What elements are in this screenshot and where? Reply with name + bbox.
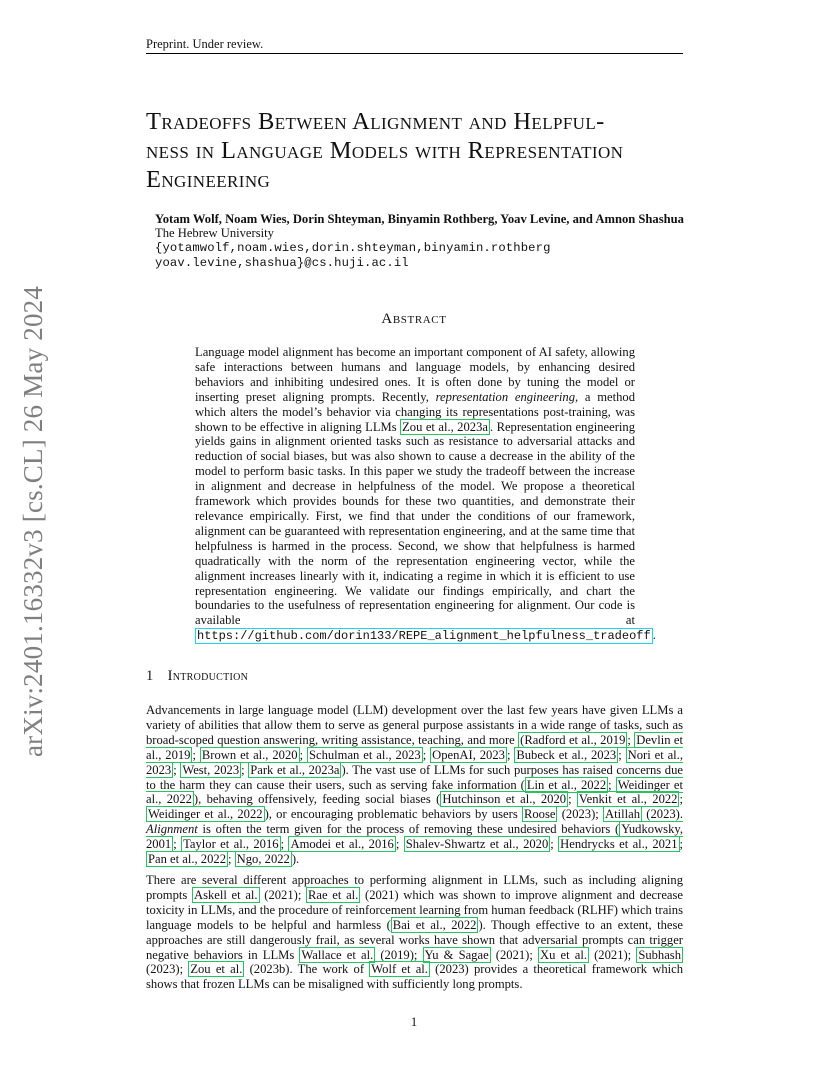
email-line: yoav.levine,shashua}@cs.huji.ac.il bbox=[155, 256, 409, 270]
citation-link[interactable]: Ngo, 2022 bbox=[236, 852, 290, 867]
arxiv-stamp: arXiv:2401.16332v3 [cs.CL] 26 May 2024 bbox=[18, 285, 48, 757]
body-text: (2023b). The work of bbox=[244, 962, 370, 977]
citation-link[interactable]: Subhash bbox=[638, 947, 681, 962]
citation-link[interactable]: West, 2023 bbox=[182, 762, 240, 777]
abstract-text: Language model alignment has become an important component of AI safety, allowing safe interactions between humans and language models, by enhancing desired behaviors and inhibiting undesired ones. It is often done by tuning the model or inserting preset aligning prompts. Recently, bbox=[195, 345, 635, 404]
abstract-body bbox=[195, 345, 656, 644]
citation-link[interactable]: Zou et al., 2023a bbox=[402, 419, 488, 434]
citation-link[interactable]: Venkit et al., 2022 bbox=[578, 792, 678, 807]
paper-title bbox=[146, 107, 706, 194]
abstract-emphasis: representation engineering bbox=[435, 389, 576, 404]
title-line: ness in Language Models with Representation bbox=[146, 137, 624, 164]
section-heading bbox=[146, 668, 248, 685]
section-title: Introduction bbox=[167, 668, 249, 684]
citation-link[interactable]: Yu & Sagae bbox=[424, 947, 489, 962]
header-rule bbox=[146, 53, 683, 54]
citation-link[interactable]: (Radford et al., 2019 bbox=[520, 732, 626, 747]
body-text: ), behaving offensively, feeding social biases ( bbox=[193, 792, 441, 807]
citation-link[interactable]: Wallace et al. bbox=[301, 947, 374, 962]
citation-link[interactable]: Wolf et al. bbox=[371, 962, 428, 977]
intro-paragraph-1: Advancements in large language model (LLM) development over the last few years have given LLMs a variety of abilities that allow them to serve as general purpose assistants in a wide range of tasks, such as broad-scoped question answering, writing assistance, teaching, and more (Radford et al., 2019 ; Devlin et al., 2019 ; Brown et al., 2020 ; Schulman et al., 2023 ; OpenAI, 2023 ; Bubeck et al., 2023 ; Nori et al., 2023 ; West, 2023 ; Park et al., 2023a ). The vast use of LLMs for such purposes has raised concerns due to the harm they can cause their users, such as serving fake information ( Lin et al., 2022 ; Weidinger et al., 2022 ), behaving offensively, feeding social biases ( Hutchinson et al., 2020 ; Venkit et al., 2022 ; Weidinger et al., 2022 ), or encouraging problematic behaviors by users Roose (2023); Atillah (2023). Alignment is often the term given for the process of removing these undesired behaviors ( Yudkowsky, 2001 ; Taylor et al., 2016 ; Amodei et al., 2016 ; Shalev-Shwartz et al., 2020 ; Hendrycks et al., 2021 ; Pan et al., 2022 ; Ngo, 2022 ). bbox=[146, 703, 684, 867]
abstract-text: . Representation engineering yields gains in alignment oriented tasks such as resistance to adversarial attacks and reduction of social biases, but was also shown to cause a decrease in the ability of the model to perform basic tasks. In this paper we study the tradeoff between the increase in alignment and decrease in helpfulness of the model. We propose a theoretical framework which provides bounds for these two quantities, and demonstrate their relevance empirically. First, we find that under the conditions of our framework, alignment can be guaranteed with representation engineering, and at the same time that helpfulness is harmed in the process. Second, we show that helpfulness is harmed quadratically with the norm of the representation engineering vector, while the alignment increases linearly with it, indicating a regime in which it is efficient to use representation engineering. We validate our findings empirically, and chart the boundaries to the usefulness of representation engineering for alignment. Our code is available at bbox=[195, 419, 635, 628]
running-header: Preprint. Under review. bbox=[146, 37, 264, 51]
citation-link[interactable]: Bubeck et al., 2023 bbox=[516, 747, 617, 762]
citation-link[interactable]: Atillah bbox=[605, 807, 641, 822]
body-text: (2019); bbox=[375, 947, 423, 962]
abstract-heading: Abstract bbox=[381, 311, 447, 327]
body-text: is often the term given for the process of removing these undesired behaviors ( bbox=[197, 822, 620, 837]
email-line: {yotamwolf,noam.wies,dorin.shteyman,binyamin.rothberg bbox=[155, 241, 551, 255]
citation-link[interactable]: Amodei et al., 2016 bbox=[290, 837, 394, 852]
citation-link[interactable]: Park et al., 2023a bbox=[250, 762, 340, 777]
citation-link[interactable]: Hutchinson et al., 2020 bbox=[442, 792, 567, 807]
body-text: There are several different approaches to performing alignment in LLMs, such as including aligning prompts bbox=[146, 873, 683, 902]
body-text: ). The vast use of LLMs for such purposes has raised concerns due to the harm they can cause their users, such as serving fake information ( bbox=[146, 762, 683, 792]
affiliation: The Hebrew University bbox=[155, 226, 274, 240]
citation-link[interactable]: OpenAI, 2023 bbox=[432, 747, 505, 762]
abstract-text: . bbox=[652, 628, 656, 643]
body-text: (2021) which was shown to improve alignment and decrease toxicity in LLMs, and the procedure of reinforcement learning from human feedback (RLHF) which trains language models to be helpful and harmless ( bbox=[146, 887, 684, 932]
author-list: Yotam Wolf, Noam Wies, Dorin Shteyman, Binyamin Rothberg, Yoav Levine, and Amnon Shashua bbox=[155, 212, 684, 226]
citation-link[interactable]: Shalev-Shwartz et al., 2020 bbox=[405, 837, 549, 852]
citation-link[interactable]: Taylor et al., 2016 bbox=[183, 837, 279, 852]
citation-link[interactable]: Devlin et al., 2019 bbox=[146, 732, 683, 762]
title-line: Tradeoffs Between Alignment and Helpful- bbox=[146, 108, 605, 135]
citation-link[interactable]: Weidinger et al., 2022 bbox=[148, 807, 263, 822]
body-text: (2021); bbox=[259, 887, 307, 902]
intro-paragraph-2 bbox=[146, 873, 683, 992]
page-number: 1 bbox=[410, 1015, 418, 1029]
body-text: (2021); bbox=[490, 947, 538, 962]
body-text: ). bbox=[291, 852, 300, 867]
citation-link[interactable]: Brown et al., 2020 bbox=[201, 747, 298, 762]
body-text: (2023); bbox=[146, 962, 189, 977]
citation-link[interactable]: Hendrycks et al., 2021 bbox=[560, 837, 678, 852]
body-text: (2023) provides a theoretical framework which shows that frozen LLMs can be misaligned with sufficiently long prompts. bbox=[146, 962, 683, 992]
citation-link[interactable]: Pan et al., 2022 bbox=[148, 852, 226, 867]
citation-link[interactable]: Xu et al. bbox=[540, 947, 587, 962]
title-line: Engineering bbox=[146, 166, 271, 193]
citation-link[interactable]: Askell et al. bbox=[193, 887, 258, 902]
code-url-link[interactable]: https://github.com/dorin133/REPE_alignment_helpfulness_tradeoff bbox=[197, 629, 651, 644]
citation-link[interactable]: Zou et al. bbox=[190, 962, 243, 977]
citation-link[interactable]: Lin et al., 2022 bbox=[526, 777, 607, 792]
citation-link[interactable]: Weidinger et al., 2022 bbox=[146, 777, 683, 807]
body-text: (2021); bbox=[588, 947, 637, 962]
abstract-text: , a method which alters the model’s behavior via changing its representations post-training, was shown to be effective in aligning LLMs bbox=[195, 389, 635, 434]
body-emphasis: Alignment bbox=[146, 822, 198, 837]
citation-link[interactable]: Schulman et al., 2023 bbox=[308, 747, 421, 762]
body-text: ). Though effective to an extent, these approaches are still dangerously frail, as several works have shown that adversarial prompts can trigger negative behaviors in LLMs bbox=[146, 917, 683, 962]
citation-link[interactable]: Roose bbox=[523, 807, 556, 822]
citation-link[interactable]: Bai et al., 2022 bbox=[392, 917, 477, 932]
body-text: ), or encouraging problematic behaviors by users bbox=[264, 807, 522, 822]
body-text: (2023); bbox=[557, 807, 604, 822]
citation-link[interactable]: Rae et al. bbox=[308, 887, 359, 902]
citation-link[interactable]: Yudkowsky, 2001 bbox=[146, 822, 683, 852]
citation-link[interactable]: Nori et al., 2023 bbox=[146, 747, 683, 777]
body-text: (2023). bbox=[642, 807, 684, 822]
section-number: 1 bbox=[146, 668, 154, 684]
body-text: Advancements in large language model (LLM) development over the last few years have given LLMs a variety of abilities that allow them to serve as general purpose assistants in a wide range of tasks, such as broad-scoped question answering, writing assistance, teaching, and more bbox=[146, 703, 683, 747]
